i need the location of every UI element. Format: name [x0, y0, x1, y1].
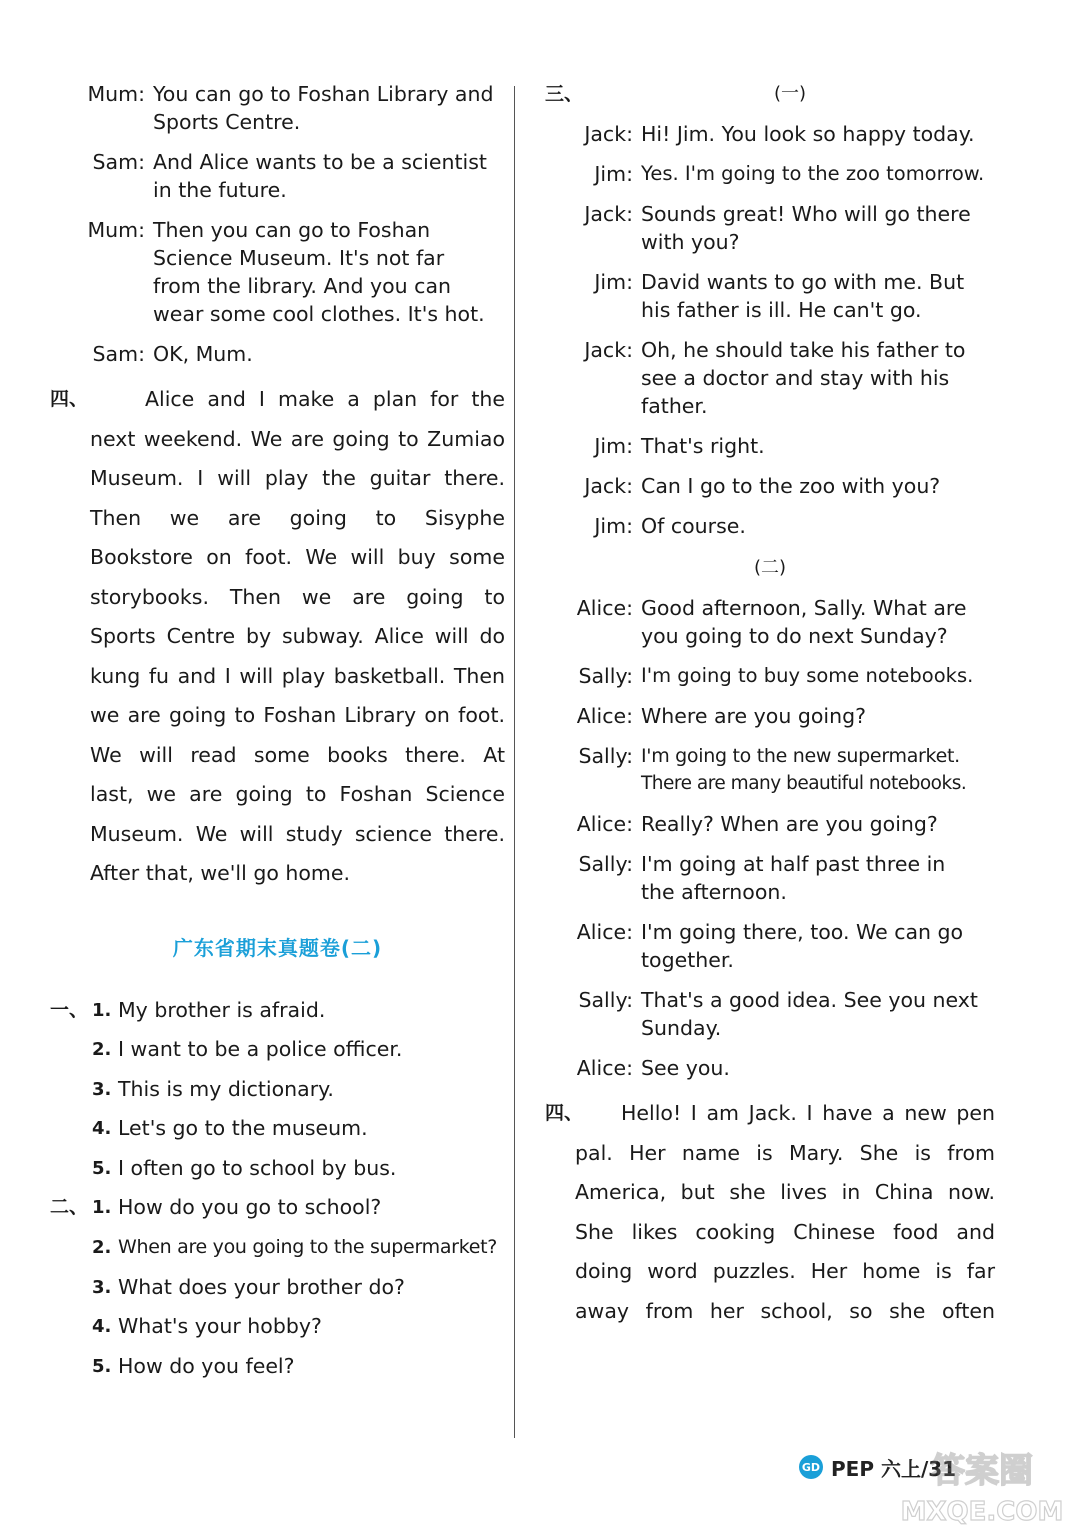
- dialogue-text: OK, Mum.: [153, 342, 253, 366]
- list-item: [50, 1347, 505, 1387]
- dialogue-text: I'm going there, too. We can go: [641, 920, 964, 944]
- part-1-list: [50, 991, 505, 1387]
- dialogue-line: [545, 702, 995, 730]
- passage-line: Hello! I am Jack. I have a new pen: [621, 1101, 995, 1125]
- dialogue-line: [545, 594, 995, 650]
- watermark-text: 答案圈: [931, 1451, 1033, 1491]
- passage-line: Museum. We will study science there.: [90, 821, 505, 846]
- dialogue-text: Good afternoon, Sally. What are: [641, 596, 967, 620]
- dialogue-text: Hi! Jim. You look so happy today.: [641, 122, 975, 146]
- column-divider: [514, 86, 515, 1438]
- dialogue-text: together.: [641, 948, 734, 972]
- dialogue-text: Then you can go to Foshan: [153, 218, 431, 242]
- dialogue-text: I'm going at half past three in: [641, 852, 946, 876]
- item-text: Let's go to the museum.: [118, 1116, 368, 1141]
- section-4-right: [545, 1094, 995, 1331]
- passage-line: next weekend. We are going to Zumiao: [90, 426, 505, 451]
- dialogue-line: [545, 986, 995, 1042]
- dialogue-line: [50, 340, 505, 368]
- passage-line: we are going to Foshan Library on foot.: [90, 703, 505, 727]
- speaker: Alice:: [576, 704, 633, 728]
- dialogue-line: [545, 120, 995, 148]
- passage-line: We will read some books there. At: [90, 742, 505, 767]
- dialogue-text: That's right.: [641, 434, 765, 458]
- dialogue-text: with you?: [641, 230, 740, 254]
- speaker: Sally:: [578, 988, 633, 1012]
- dialogue-text: You can go to Foshan Library and: [153, 82, 494, 106]
- passage-line: storybooks. Then we are going to: [90, 584, 505, 609]
- left-column: [50, 80, 505, 1386]
- dialogue-line: [545, 1054, 995, 1082]
- dialogue-text: Sunday.: [641, 1016, 722, 1040]
- speaker: Alice:: [576, 1056, 633, 1080]
- dialogue-line: [50, 216, 505, 328]
- speaker: Jack:: [584, 474, 633, 498]
- dialogue-text: David wants to go with me. But: [641, 270, 965, 294]
- dialogue-alice-sally: [545, 594, 995, 1082]
- speaker: Jack:: [584, 338, 633, 362]
- item-number: 2.: [92, 1237, 112, 1259]
- dialogue-line: [545, 200, 995, 256]
- section-marker: 一、: [50, 998, 89, 1021]
- speaker: Sam:: [92, 150, 145, 174]
- dialogue-line: [545, 742, 995, 798]
- watermark-domain: MXQE.COM: [900, 1497, 1064, 1527]
- speaker: Mum:: [87, 82, 145, 106]
- item-number: 4.: [92, 1316, 112, 1338]
- list-item: [50, 1109, 505, 1149]
- passage-line: Then we are going to Sisyphe: [90, 505, 505, 530]
- dialogue-jack-jim: [545, 120, 995, 540]
- passage: [90, 380, 505, 894]
- dialogue-line: [545, 850, 995, 906]
- item-number: 5.: [92, 1355, 112, 1377]
- list-item: [50, 1307, 505, 1347]
- dialogue-text: Yes. I'm going to the zoo tomorrow.: [641, 162, 985, 185]
- dialogue-line: [545, 512, 995, 540]
- passage-line: doing word puzzles. Her home is far: [575, 1259, 995, 1283]
- dialogue-line: [545, 432, 995, 460]
- sub-heading: (二): [753, 557, 787, 578]
- dialogue-line: [545, 268, 995, 324]
- speaker: Jim:: [594, 434, 633, 458]
- item-text: This is my dictionary.: [118, 1076, 334, 1101]
- passage-line: Alice and I make a plan for the: [145, 387, 505, 411]
- dialogue-text: There are many beautiful notebooks.: [641, 773, 967, 794]
- speaker: Sally:: [578, 852, 633, 876]
- speaker: Mum:: [87, 218, 145, 242]
- passage: [575, 1094, 995, 1331]
- section-marker: 四、: [50, 388, 89, 410]
- speaker: Sally:: [578, 664, 633, 688]
- item-number: 5.: [92, 1157, 112, 1179]
- item-number: 1.: [92, 999, 112, 1021]
- passage-line: America, but she lives in China now.: [575, 1180, 995, 1204]
- item-text: How do you go to school?: [118, 1195, 382, 1220]
- list-item: [50, 1149, 505, 1189]
- dialogue-text: Sports Centre.: [153, 110, 301, 134]
- exam-title: 广东省期末真题卷(二): [172, 935, 383, 960]
- passage-line: away from her school, so she often: [575, 1298, 995, 1323]
- dialogue-left: [50, 80, 505, 368]
- dialogue-text: I'm going to the new supermarket.: [641, 745, 960, 767]
- speaker: Jim:: [594, 162, 633, 186]
- item-number: 1.: [92, 1197, 112, 1219]
- dialogue-text: Oh, he should take his father to: [641, 338, 966, 362]
- item-number: 2.: [92, 1039, 112, 1061]
- speaker: Sally:: [578, 744, 633, 768]
- dialogue-line: [545, 160, 995, 188]
- dialogue-line: [545, 810, 995, 838]
- section-marker: 三、: [545, 83, 584, 105]
- dialogue-text: the afternoon.: [641, 880, 787, 904]
- passage-line: Bookstore on foot. We will buy some: [90, 545, 505, 569]
- dialogue-text: I'm going to buy some notebooks.: [641, 664, 974, 687]
- section-3-header: [545, 80, 995, 108]
- item-text: When are you going to the supermarket?: [118, 1236, 498, 1259]
- speaker: Alice:: [576, 596, 633, 620]
- item-text: I often go to school by bus.: [118, 1155, 397, 1180]
- speaker: Jack:: [584, 202, 633, 226]
- list-item: [50, 991, 505, 1031]
- dialogue-line: [545, 336, 995, 420]
- dialogue-text: Where are you going?: [641, 704, 866, 728]
- dialogue-line: [545, 472, 995, 500]
- item-number: 3.: [92, 1276, 112, 1298]
- passage-line: Museum. I will play the guitar there.: [90, 466, 505, 490]
- speaker: Sam:: [92, 342, 145, 366]
- dialogue-text: in the future.: [153, 178, 287, 202]
- passage-line: last, we are going to Foshan Science: [90, 782, 505, 806]
- speaker: Jim:: [594, 514, 633, 538]
- dialogue-text: And Alice wants to be a scientist: [153, 150, 487, 174]
- speaker: Alice:: [576, 920, 633, 944]
- gd-badge-icon: GD: [799, 1455, 823, 1479]
- passage-line: pal. Her name is Mary. She is from: [575, 1140, 995, 1165]
- dialogue-line: [545, 918, 995, 974]
- dialogue-text: Can I go to the zoo with you?: [641, 474, 941, 498]
- item-text: I want to be a police officer.: [118, 1037, 403, 1062]
- dialogue-text: That's a good idea. See you next: [641, 988, 978, 1012]
- item-text: My brother is afraid.: [118, 997, 326, 1022]
- dialogue-text: Really? When are you going?: [641, 812, 938, 836]
- dialogue-text: from the library. And you can: [153, 274, 452, 298]
- list-item: [50, 1030, 505, 1070]
- item-number: 4.: [92, 1118, 112, 1140]
- dialogue-text: wear some cool clothes. It's hot.: [153, 302, 485, 326]
- speaker: Jim:: [594, 270, 633, 294]
- passage-line: kung fu and I will play basketball. Then: [90, 663, 505, 688]
- item-text: How do you feel?: [118, 1353, 295, 1378]
- dialogue-line: [50, 148, 505, 204]
- dialogue-text: Sounds great! Who will go there: [641, 202, 971, 226]
- passage-line: Sports Centre by subway. Alice will do: [90, 624, 505, 648]
- list-item: [50, 1188, 505, 1228]
- dialogue-line: [50, 80, 505, 136]
- dialogue-line: [545, 662, 995, 690]
- section-marker: 二、: [50, 1196, 89, 1219]
- list-item: [50, 1070, 505, 1110]
- passage-line: After that, we'll go home.: [90, 861, 351, 885]
- dialogue-text: Science Museum. It's not far: [153, 246, 445, 270]
- watermark-logo-icon: [890, 1440, 1075, 1532]
- list-item: [50, 1228, 505, 1268]
- sub-heading: (一): [773, 83, 807, 104]
- item-number: 3.: [92, 1078, 112, 1100]
- dialogue-text: see a doctor and stay with his: [641, 366, 950, 390]
- speaker: Jack:: [584, 122, 633, 146]
- section-4-left: [50, 380, 505, 894]
- item-text: What's your hobby?: [118, 1314, 322, 1339]
- dialogue-text: father.: [641, 394, 708, 418]
- passage-line: She likes cooking Chinese food and: [575, 1219, 995, 1244]
- dialogue-text: See you.: [641, 1056, 730, 1080]
- right-column: [545, 80, 995, 1331]
- page-label: PEP 六上/31: [831, 1456, 957, 1481]
- section-marker: 四、: [545, 1102, 584, 1124]
- item-text: What does your brother do?: [118, 1274, 405, 1299]
- dialogue-text: you going to do next Sunday?: [641, 624, 948, 648]
- dialogue-text: Of course.: [641, 514, 746, 538]
- speaker: Alice:: [576, 812, 633, 836]
- dialogue-text: his father is ill. He can't go.: [641, 298, 922, 322]
- list-item: [50, 1268, 505, 1308]
